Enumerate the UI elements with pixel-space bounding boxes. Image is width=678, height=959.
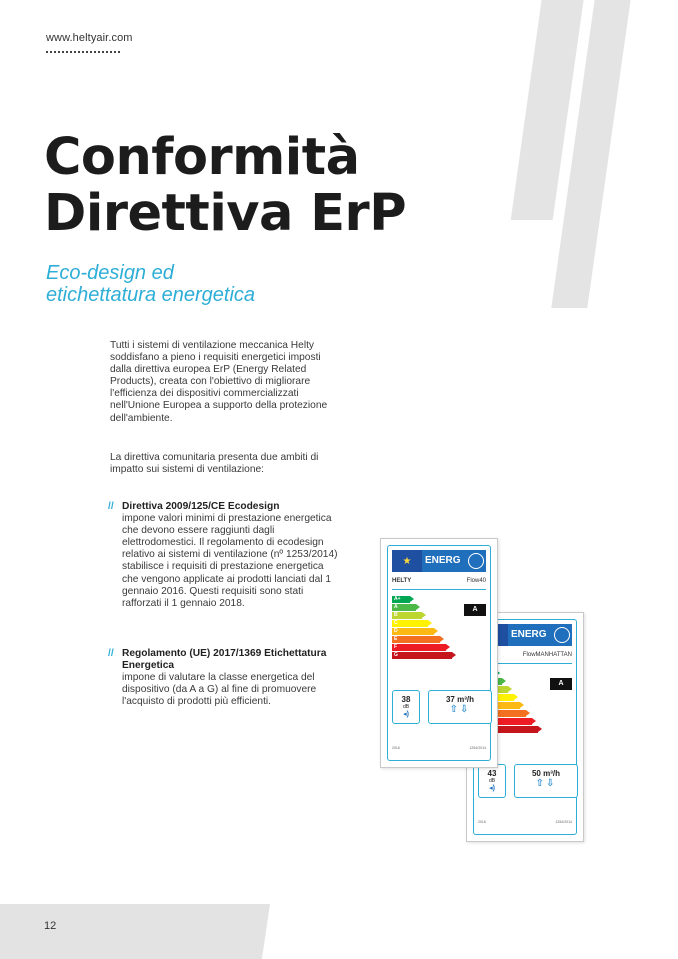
energy-class-bar: C xyxy=(392,620,428,627)
energy-class-bar: G xyxy=(392,652,452,659)
label-footnote: 2016 1254/2014 xyxy=(392,746,486,750)
energy-class-bar: D xyxy=(392,628,434,635)
energ-heading: ENERG xyxy=(508,624,572,646)
title-line-2: Direttiva ErP xyxy=(44,184,407,243)
energy-class-bar: A+ xyxy=(392,596,410,603)
airflow-value: 50 m³/h xyxy=(531,769,560,778)
label-model: FlowMANHATTAN xyxy=(522,652,572,658)
airflow-arrows-icon: ⇧⇩ xyxy=(535,778,557,789)
noise-unit: dB xyxy=(402,704,410,710)
energy-scale xyxy=(392,596,452,660)
energy-class-bar: F xyxy=(392,644,446,651)
intro-paragraph-1: Tutti i sistemi di ventilazione meccanica Helty soddisfano a pieno i requisiti energetici imposti dalla direttiva europea ErP (Energy Related Products), creata con l'obiettivo di migliorare l'efficienza dei dispositivi commercializzati nell'Unione Europea a supporto della protezione dell'ambiente. xyxy=(110,340,328,424)
energy-class-arrow: A xyxy=(550,678,572,690)
label-header xyxy=(392,550,486,572)
page-title xyxy=(44,130,406,242)
website-url[interactable]: www.heltyair.com xyxy=(46,32,133,44)
energy-class-bar: B xyxy=(392,612,422,619)
noise-unit: dB xyxy=(488,778,496,784)
page-number: 12 xyxy=(44,920,57,932)
footer-band xyxy=(0,904,270,959)
airflow-value: 37 m³/h xyxy=(445,695,474,704)
list-item-ecodesign xyxy=(108,501,338,610)
energy-label-front xyxy=(380,538,498,768)
title-line-1: Conformità xyxy=(44,128,360,187)
airflow-box xyxy=(428,690,492,724)
speaker-icon: ◂) xyxy=(403,711,409,718)
label-brand: HELTY xyxy=(392,578,412,584)
list-marker: // xyxy=(108,648,114,659)
list-marker: // xyxy=(108,501,114,512)
page-subtitle xyxy=(46,262,255,306)
eu-flag-icon: ★ xyxy=(392,550,422,572)
energy-class-arrow: A xyxy=(464,604,486,616)
noise-box xyxy=(478,764,506,798)
label-footnote: 2016 1254/2014 xyxy=(478,820,572,824)
noise-box xyxy=(392,690,420,724)
energ-heading: ENERG xyxy=(422,550,486,572)
dotted-divider xyxy=(46,51,120,53)
energy-class-bar: A xyxy=(392,604,416,611)
subtitle-line-2: etichettatura energetica xyxy=(46,284,256,306)
list-item-text: impone valori minimi di prestazione energetica che devono essere raggiunti dagli elettrodomestici. Il regolamento di ecodesign relativo ai sistemi di ventilazione (nº 1253/2014) stabilisce i requisiti di prestazione energetica che vengono applicate ai prodotti lanciati dal 1 gennaio 2016. Questi requisiti sono stati rafforzati il 1 gennaio 2018. xyxy=(122,513,338,609)
noise-value: 43 xyxy=(487,769,497,778)
label-frame xyxy=(387,545,491,761)
label-model: Flow40 xyxy=(466,578,486,584)
speaker-icon: ◂) xyxy=(489,785,495,792)
subtitle-line-1: Eco-design ed xyxy=(46,262,174,284)
energy-class-bar: E xyxy=(392,636,440,643)
airflow-box xyxy=(514,764,578,798)
intro-paragraph-2: La direttiva comunitaria presenta due ambiti di impatto sui sistemi di ventilazione: xyxy=(110,452,319,476)
list-item-heading: Direttiva 2009/125/CE Ecodesign xyxy=(122,501,280,512)
list-item-heading: Regolamento (UE) 2017/1369 Etichettatura Energetica xyxy=(122,648,327,672)
list-item-labelling xyxy=(108,648,338,708)
noise-value: 38 xyxy=(401,695,411,704)
list-item-text: impone di valutare la classe energetica del dispositivo (da A a G) al fine di promuovere l'acquisto di prodotti più efficienti. xyxy=(122,672,317,708)
airflow-arrows-icon: ⇧⇩ xyxy=(449,704,471,715)
